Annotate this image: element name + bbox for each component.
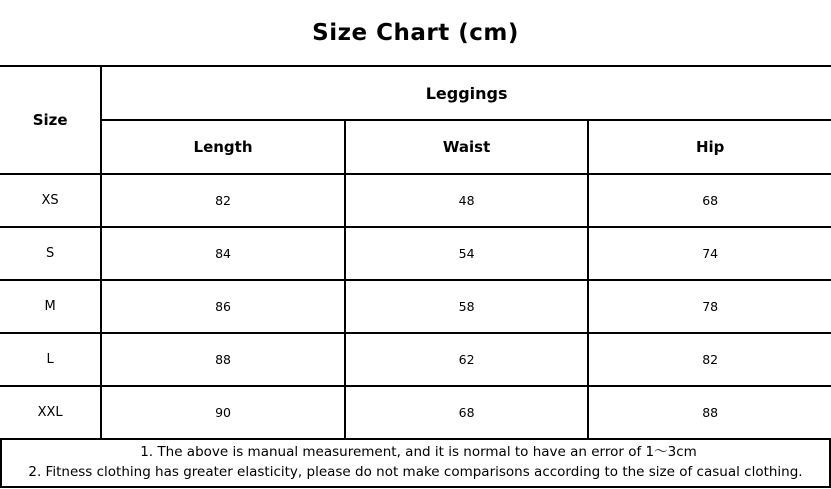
cell-hip: 88	[588, 386, 831, 439]
size-chart-table	[0, 67, 831, 440]
cell-length: 82	[101, 174, 345, 227]
cell-hip: 74	[588, 227, 831, 280]
note-line-2: 2. Fitness clothing has greater elasticity, please do not make comparisons according to the size of casual clothing.	[28, 464, 803, 480]
cell-size: XS	[0, 174, 101, 227]
cell-hip: 68	[588, 174, 831, 227]
cell-size: XXL	[0, 386, 101, 439]
chart-title-row	[0, 0, 831, 67]
cell-waist: 62	[345, 333, 589, 386]
header-hip: Hip	[588, 120, 831, 174]
cell-waist: 68	[345, 386, 589, 439]
note-line-1: 1. The above is manual measurement, and it is normal to have an error of 1～3cm	[140, 444, 697, 460]
cell-length: 88	[101, 333, 345, 386]
notes-section	[0, 440, 831, 488]
cell-hip: 82	[588, 333, 831, 386]
cell-size: S	[0, 227, 101, 280]
table-header-sub-row	[0, 120, 831, 174]
cell-waist: 54	[345, 227, 589, 280]
cell-size: M	[0, 280, 101, 333]
table-header-group-row	[0, 67, 831, 120]
header-length: Length	[101, 120, 345, 174]
cell-waist: 48	[345, 174, 589, 227]
table-row	[0, 227, 831, 280]
table-row	[0, 386, 831, 439]
cell-length: 86	[101, 280, 345, 333]
table-row	[0, 333, 831, 386]
cell-length: 84	[101, 227, 345, 280]
header-group-leggings: Leggings	[101, 67, 831, 120]
table-row	[0, 174, 831, 227]
cell-size: L	[0, 333, 101, 386]
page-title: Size Chart (cm)	[312, 19, 519, 46]
cell-hip: 78	[588, 280, 831, 333]
table-row	[0, 280, 831, 333]
header-size: Size	[0, 67, 101, 174]
cell-length: 90	[101, 386, 345, 439]
header-waist: Waist	[345, 120, 589, 174]
cell-waist: 58	[345, 280, 589, 333]
